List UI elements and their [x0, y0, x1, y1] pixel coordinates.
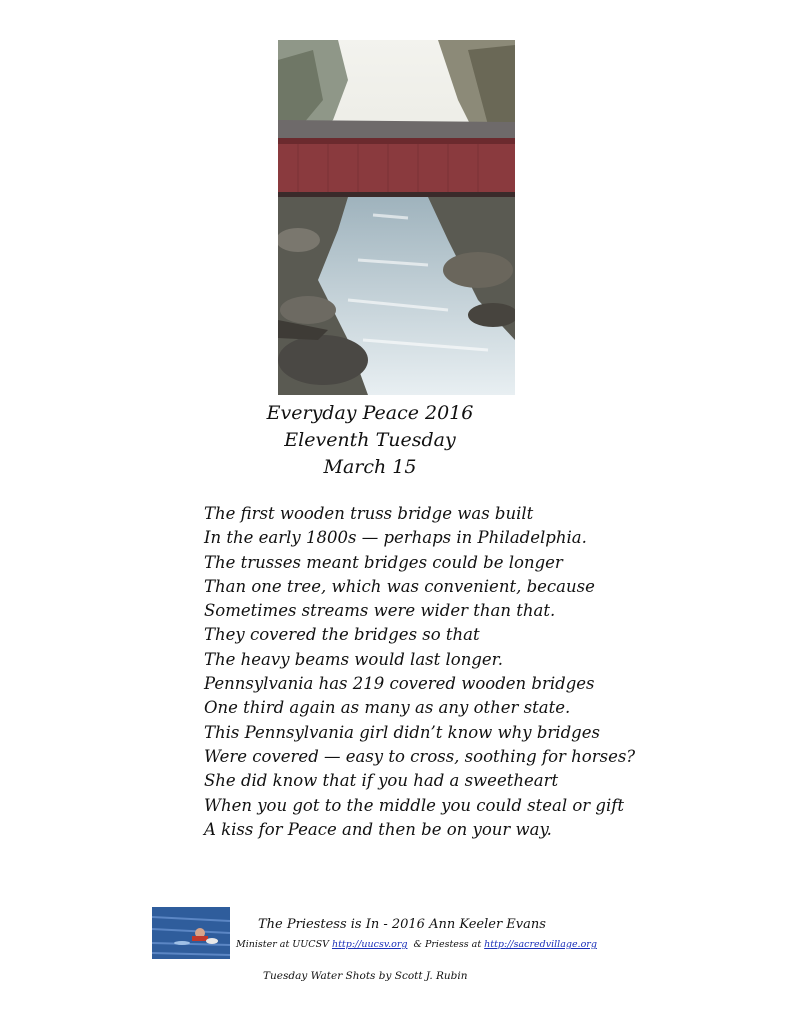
credit-main: The Priestess is In - 2016 Ann Keeler Evans — [258, 917, 546, 932]
uucsv-link[interactable]: http://uucsv.org — [331, 939, 408, 950]
poem-line: They covered the bridges so that — [204, 625, 480, 645]
poem-line: The first wooden truss bridge was built — [204, 504, 534, 523]
title-line: Everyday Peace 2016 — [266, 402, 474, 424]
poem-line: The heavy beams would last longer. — [204, 649, 503, 669]
minister-text: Minister at UUCSV — [236, 939, 332, 950]
subtitle-line: Eleventh Tuesday — [284, 429, 456, 451]
poem-line: Than one tree, which was convenient, because — [204, 576, 595, 596]
poem-line: She did know that if you had a sweetheart — [204, 771, 559, 791]
poem-line: One third again as many as any other state. — [204, 698, 571, 718]
title-block — [0, 400, 740, 481]
sacredvillage-link[interactable]: http://sacredvillage.org — [484, 939, 597, 950]
photo-credit: Tuesday Water Shots by Scott J. Rubin — [263, 970, 468, 982]
poem-line: This Pennsylvania girl didn’t know why bridges — [204, 722, 600, 742]
swimmer-photo — [152, 907, 230, 959]
priestess-text: & Priestess at — [407, 939, 485, 950]
poem — [204, 502, 744, 842]
credit-sub — [236, 939, 597, 950]
poem-line: Were covered — easy to cross, soothing for horses? — [204, 746, 636, 766]
poem-line: Sometimes streams were wider than that. — [204, 601, 556, 621]
poem-line: Pennsylvania has 219 covered wooden bridges — [204, 674, 595, 694]
poem-line: A kiss for Peace and then be on your way. — [204, 819, 552, 839]
date-line: March 15 — [323, 456, 417, 478]
poem-line: In the early 1800s — perhaps in Philadelphia. — [204, 528, 587, 548]
poem-line: When you got to the middle you could steal or gift — [204, 795, 625, 815]
covered-bridge-photo — [278, 40, 515, 395]
poem-line: The trusses meant bridges could be longer — [204, 552, 563, 572]
